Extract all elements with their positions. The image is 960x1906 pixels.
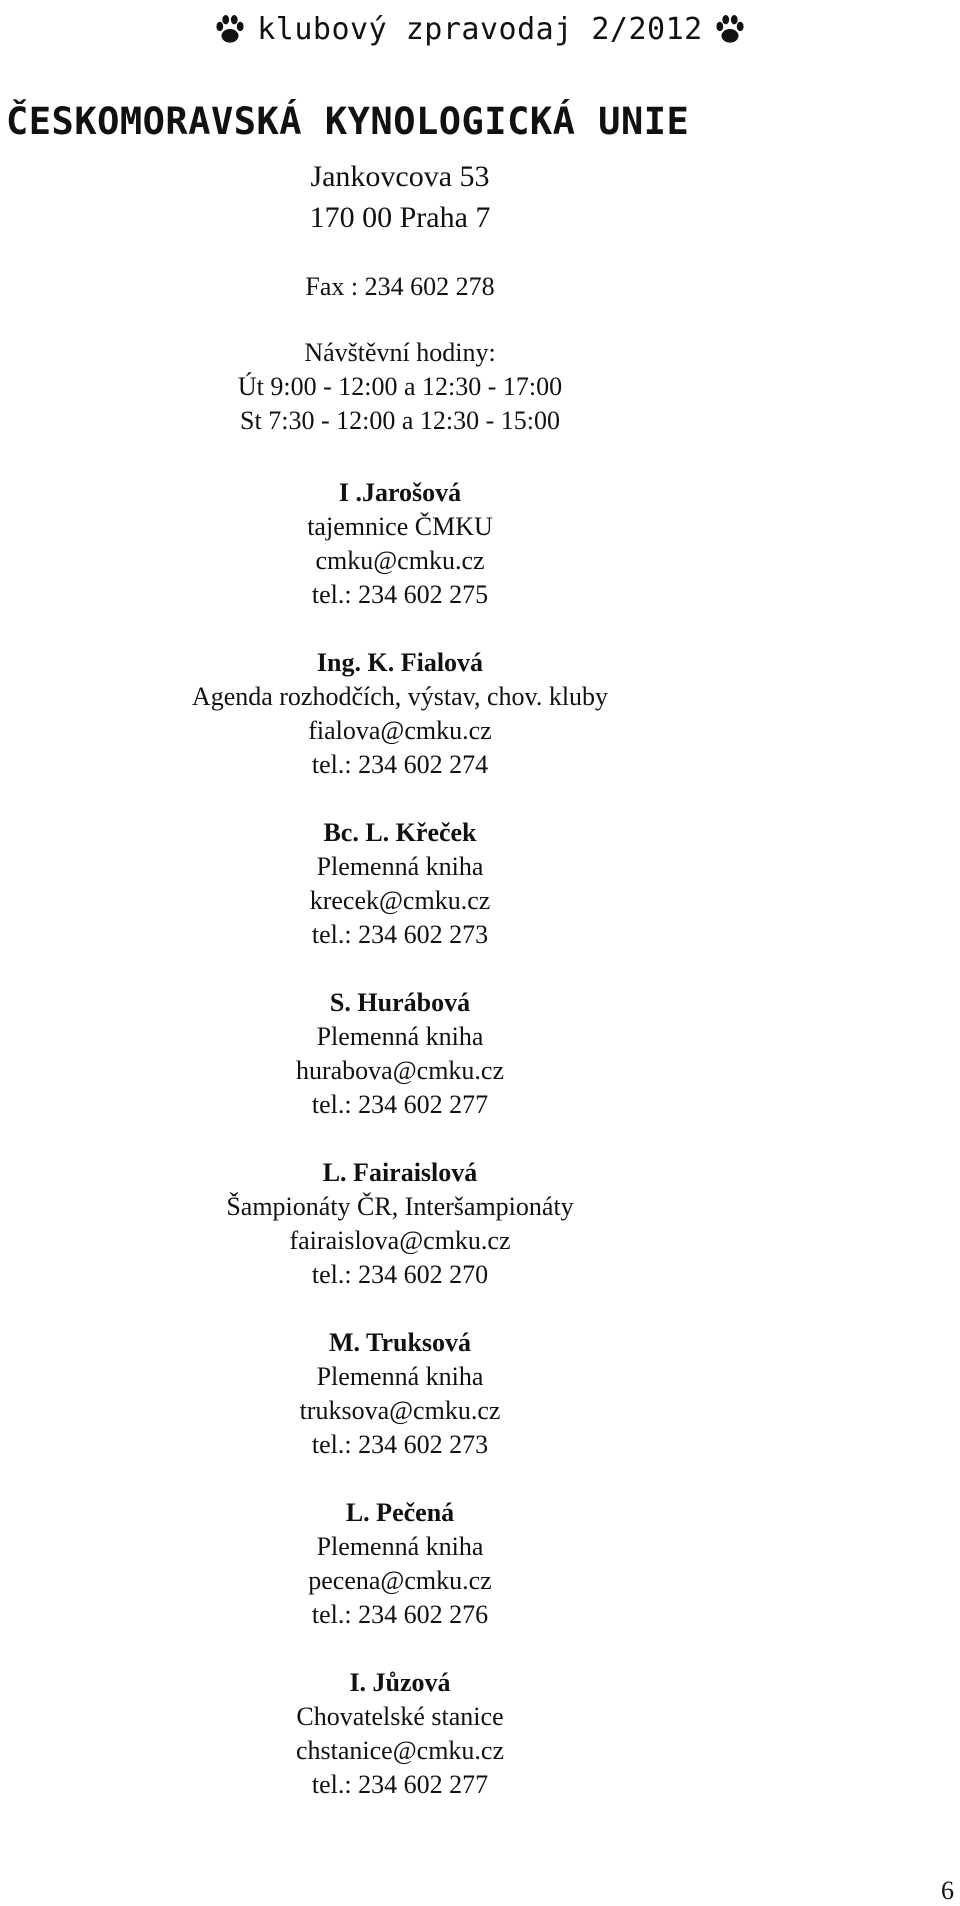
address-city: 170 00 Praha 7 [309,201,491,234]
office-info [0,270,800,438]
contact-name: Bc. L. Křeček [323,818,477,847]
contact-entry [0,1666,800,1802]
contact-role: Agenda rozhodčích, výstav, chov. kluby [191,682,609,711]
contact-email: cmku@cmku.cz [315,546,485,575]
newsletter-title: klubový zpravodaj 2/2012 [257,11,703,47]
paw-icon [713,12,747,46]
contact-email: pecena@cmku.cz [308,1566,492,1595]
contact-role: Šampionáty ČR, Interšampionáty [226,1192,574,1221]
fax-number: Fax : 234 602 278 [305,272,495,301]
organization-address [0,156,800,238]
contact-entry [0,646,800,782]
contact-phone: tel.: 234 602 276 [311,1600,489,1629]
contact-entry [0,1326,800,1462]
contact-entry [0,476,800,612]
contact-role: Plemenná kniha [316,1362,484,1391]
contact-role: Chovatelské stanice [296,1702,504,1731]
visiting-hours-label: Návštěvní hodiny: [304,338,496,367]
contact-phone: tel.: 234 602 270 [311,1260,489,1289]
contact-entry [0,1156,800,1292]
contact-name: L. Fairaislová [322,1158,478,1187]
contact-entry [0,1496,800,1632]
contact-name: M. Truksová [328,1328,472,1357]
page-number: 6 [941,1876,954,1905]
contact-email: fairaislova@cmku.cz [289,1226,511,1255]
contact-email: fialova@cmku.cz [308,716,492,745]
contact-name: I. Jůzová [349,1668,451,1697]
contact-phone: tel.: 234 602 273 [311,920,489,949]
contact-role: tajemnice ČMKU [307,512,493,541]
contact-email: krecek@cmku.cz [309,886,491,915]
address-street: Jankovcova 53 [310,160,490,193]
contact-phone: tel.: 234 602 277 [311,1090,489,1119]
paw-icon [213,12,247,46]
contact-email: truksova@cmku.cz [299,1396,501,1425]
contact-email: hurabova@cmku.cz [295,1056,505,1085]
contact-phone: tel.: 234 602 277 [311,1770,489,1799]
contact-list [0,476,800,1836]
visiting-hours-wednesday: St 7:30 - 12:00 a 12:30 - 15:00 [240,406,560,435]
newsletter-header [0,4,960,54]
contact-phone: tel.: 234 602 275 [311,580,489,609]
contact-entry [0,816,800,952]
contact-phone: tel.: 234 602 273 [311,1430,489,1459]
contact-email: chstanice@cmku.cz [295,1736,504,1765]
visiting-hours-tuesday: Út 9:00 - 12:00 a 12:30 - 17:00 [237,372,563,401]
organization-name: ČESKOMORAVSKÁ KYNOLOGICKÁ UNIE [6,100,690,143]
contact-name: L. Pečená [345,1498,455,1527]
contact-name: S. Hurábová [329,988,471,1017]
contact-name: Ing. K. Fialová [316,648,484,677]
contact-entry [0,986,800,1122]
contact-role: Plemenná kniha [316,852,484,881]
contact-phone: tel.: 234 602 274 [311,750,489,779]
contact-role: Plemenná kniha [316,1532,484,1561]
contact-role: Plemenná kniha [316,1022,484,1051]
contact-name: I .Jarošová [338,478,462,507]
